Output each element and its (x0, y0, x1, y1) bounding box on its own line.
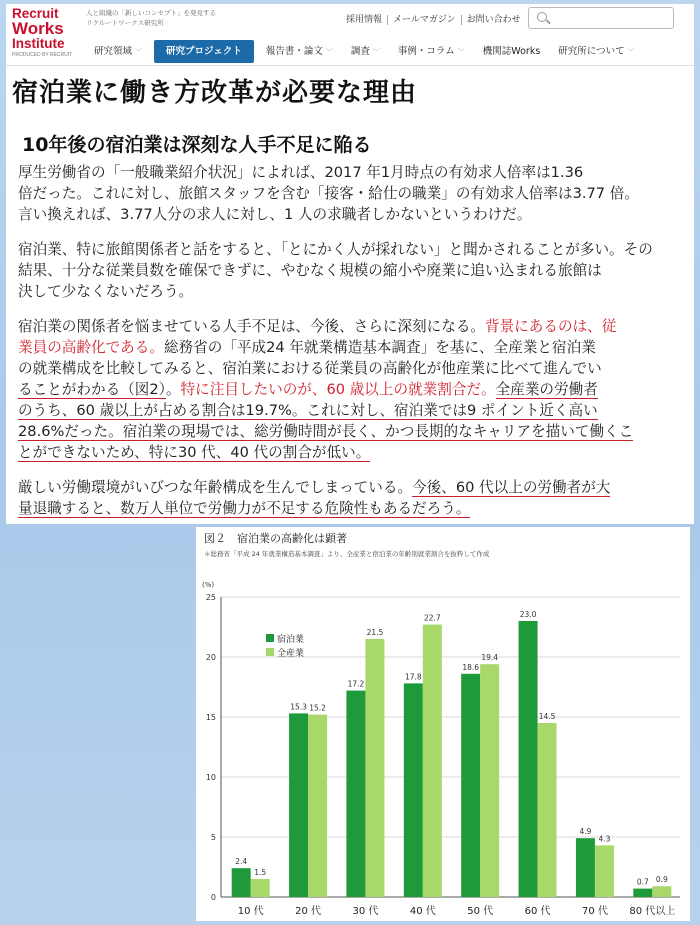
text-span: 。 (165, 381, 181, 398)
data-label: 18.6 (462, 662, 480, 672)
text-line (18, 400, 688, 421)
data-label: 19.4 (481, 653, 499, 663)
recruit-works-logo[interactable] (12, 6, 74, 59)
paragraph-2 (18, 239, 688, 302)
nav-research-area[interactable] (88, 40, 148, 63)
underlined-text: とができないため、特に30 代、40 代の割合が低い。 (18, 444, 371, 461)
text-line: の就業構成を比較してみると、宿泊業における従業員の高齢化が他産業に比べて進んでい (18, 360, 602, 377)
data-label: 0.7 (636, 877, 649, 887)
x-tick-label: 10 代 (237, 906, 264, 917)
data-label: 0.9 (655, 875, 668, 885)
data-label: 21.5 (366, 628, 384, 637)
text-line (18, 442, 688, 463)
underlined-text: のうち、60 歳以上が占める割合は19.7%。これに対し、宿泊業では9 ポイント近く高い (18, 402, 598, 419)
legend-label: 宿泊業 (277, 635, 305, 645)
paragraph-1 (18, 162, 688, 225)
y-tick-label: 0 (210, 893, 216, 902)
chart-note: ＊総務省「平成 24 年就業構造基本調査」より、全産業と宿泊業の年齢別就業割合を抜粋して作成 (204, 550, 490, 558)
bar-all-industries (308, 715, 327, 897)
nav-label: 事例・コラム (397, 46, 455, 57)
bar-accommodation (576, 838, 595, 897)
main-nav (88, 40, 647, 63)
highlight-text: 業員の高齢化である。 (18, 339, 164, 356)
bar-accommodation (232, 868, 251, 897)
chart-title: 図２ 宿泊業の高齢化は顕著 (204, 532, 347, 545)
y-tick-label: 25 (205, 593, 216, 602)
underlined-text: 28.6%だった。宿泊業の現場では、総労働時間が長く、かつ長期的なキャリアを描いて働くこ (18, 423, 634, 440)
text-line (18, 316, 688, 337)
paragraph-3 (18, 316, 688, 463)
y-tick-label: 15 (205, 713, 216, 722)
tagline-line-2: リクルートワークス研究所 (86, 19, 164, 27)
text-line (18, 421, 688, 442)
search-icon[interactable] (537, 12, 547, 22)
nav-research-project[interactable] (154, 40, 254, 63)
article-page (6, 4, 694, 524)
x-tick-label: 20 代 (295, 906, 322, 917)
text-span: 総務省の「平成24 年就業構造基本調査」を基に、全産業と宿泊業 (163, 339, 596, 356)
x-tick-label: 60 代 (524, 906, 551, 917)
page-title: 宿泊業に働き方改革が必要な理由 (12, 78, 418, 108)
text-line (18, 379, 688, 400)
legend-label: 全産業 (277, 649, 305, 659)
logo-line-3: Institute (12, 36, 65, 51)
figure-2-chart (196, 527, 690, 921)
text-line: 決して少なくないだろう。 (18, 283, 194, 300)
text-line (18, 337, 688, 358)
chevron-down-icon: ﹀ (372, 48, 380, 56)
tagline-line-1: 人と組織の「新しいコンセプト」を発見する (86, 9, 216, 17)
underlined-text: 全産業の労働者 (495, 381, 598, 398)
nav-works-magazine[interactable] (477, 40, 547, 63)
data-label: 2.4 (235, 857, 248, 867)
highlight-text: 特に注目したいのが、60 歳以上の就業割合だ。 (180, 381, 496, 398)
bar-accommodation (346, 691, 365, 897)
nav-label: 報告書・論文 (265, 46, 323, 57)
section-heading: 10年後の宿泊業は深刻な人手不足に陥る (22, 134, 372, 156)
legend-swatch (266, 648, 274, 656)
bar-all-industries (480, 664, 499, 897)
bar-all-industries (365, 639, 384, 897)
bar-accommodation (404, 683, 423, 897)
bar-all-industries (595, 845, 614, 897)
nav-about[interactable] (552, 40, 640, 63)
y-tick-label: 5 (210, 833, 216, 842)
y-tick-label: 20 (205, 653, 216, 662)
chevron-down-icon: ﹀ (135, 48, 143, 56)
text-span: 厳しい労働環境がいびつな年齢構成を生んでしまっている。 (18, 479, 413, 496)
bar-all-industries (538, 723, 557, 897)
x-tick-label: 70 代 (581, 906, 608, 917)
bar-accommodation (519, 621, 538, 897)
underlined-text: ることがわかる（図2） (18, 381, 166, 398)
logo-line-2: Works (12, 19, 64, 38)
data-label: 14.5 (538, 712, 556, 721)
data-label: 17.8 (404, 672, 422, 682)
nav-label: 機関誌Works (482, 46, 541, 57)
data-label: 15.2 (309, 703, 326, 713)
header-divider (6, 65, 694, 66)
data-label: 15.3 (290, 702, 307, 712)
tagline (86, 8, 216, 28)
data-label: 1.5 (254, 868, 267, 877)
bar-all-industries (423, 625, 442, 897)
chevron-down-icon: ﹀ (457, 48, 465, 56)
nav-cases[interactable] (392, 40, 471, 63)
search-input[interactable] (528, 7, 674, 29)
legend-swatch (266, 634, 274, 642)
nav-label: 研究プロジェクト (166, 46, 242, 57)
nav-reports[interactable] (260, 40, 339, 63)
link-recruit-info[interactable]: 採用情報 (341, 15, 388, 25)
x-tick-label: 50 代 (467, 906, 494, 917)
y-axis-unit: (%) (202, 581, 215, 589)
paragraph-4 (18, 477, 688, 519)
chevron-down-icon: ﹀ (325, 48, 333, 56)
text-line: 結果、十分な従業員数を確保できずに、やむなく規模の縮小や廃業に追い込まれる旅館は (18, 262, 602, 279)
logo-line-4: PRODUCED BY RECRUIT (12, 52, 73, 58)
data-label: 4.9 (579, 827, 592, 837)
underlined-text: 今後、60 代以上の労働者が大 (412, 479, 611, 496)
link-mail-magazine[interactable]: メールマガジン (388, 15, 462, 25)
bar-accommodation (633, 889, 652, 897)
bar-chart-svg (196, 527, 690, 921)
nav-label: 調査 (350, 46, 370, 57)
top-links (341, 12, 526, 25)
text-line: 宿泊業、特に旅館関係者と話をすると、「とにかく人が採れない」と聞かされることが多い。その (18, 241, 653, 258)
x-tick-label: 80 代以上 (629, 906, 676, 917)
text-line (18, 498, 688, 519)
nav-label: 研究領域 (94, 46, 133, 57)
chevron-down-icon: ﹀ (627, 48, 635, 56)
bar-accommodation (461, 674, 480, 897)
data-label: 23.0 (519, 610, 537, 619)
text-line: 厚生労働省の「一般職業紹介状況」によれば、2017 年1月時点の有効求人倍率は1.36 (18, 164, 584, 181)
x-tick-label: 30 代 (352, 906, 379, 917)
text-line: 倍だった。これに対し、旅館スタッフを含む「接客・給仕の職業」の有効求人倍率は3.77 倍。 (18, 185, 639, 202)
data-label: 22.7 (423, 613, 441, 623)
highlight-text: 背景にあるのは、従 (485, 318, 617, 335)
nav-label: 研究所について (558, 46, 625, 57)
bar-accommodation (289, 713, 308, 897)
text-line (18, 477, 688, 498)
text-line: 言い換えれば、3.77人分の求人に対し、1 人の求職者しかないというわけだ。 (18, 206, 532, 223)
link-contact[interactable]: お問い合わせ (466, 15, 521, 25)
nav-survey[interactable] (345, 40, 386, 63)
text-span: 宿泊業の関係者を悩ませている人手不足は、今後、さらに深刻になる。 (18, 318, 486, 335)
underlined-text: 量退職すると、数万人単位で労働力が不足する危険性もあるだろう。 (18, 500, 471, 517)
bar-all-industries (251, 879, 270, 897)
logo-line-1: Recruit (12, 6, 59, 21)
bar-all-industries (652, 886, 671, 897)
data-label: 4.3 (598, 834, 611, 844)
data-label: 17.2 (347, 679, 365, 689)
x-tick-label: 40 代 (409, 906, 436, 917)
y-tick-label: 10 (205, 773, 216, 782)
